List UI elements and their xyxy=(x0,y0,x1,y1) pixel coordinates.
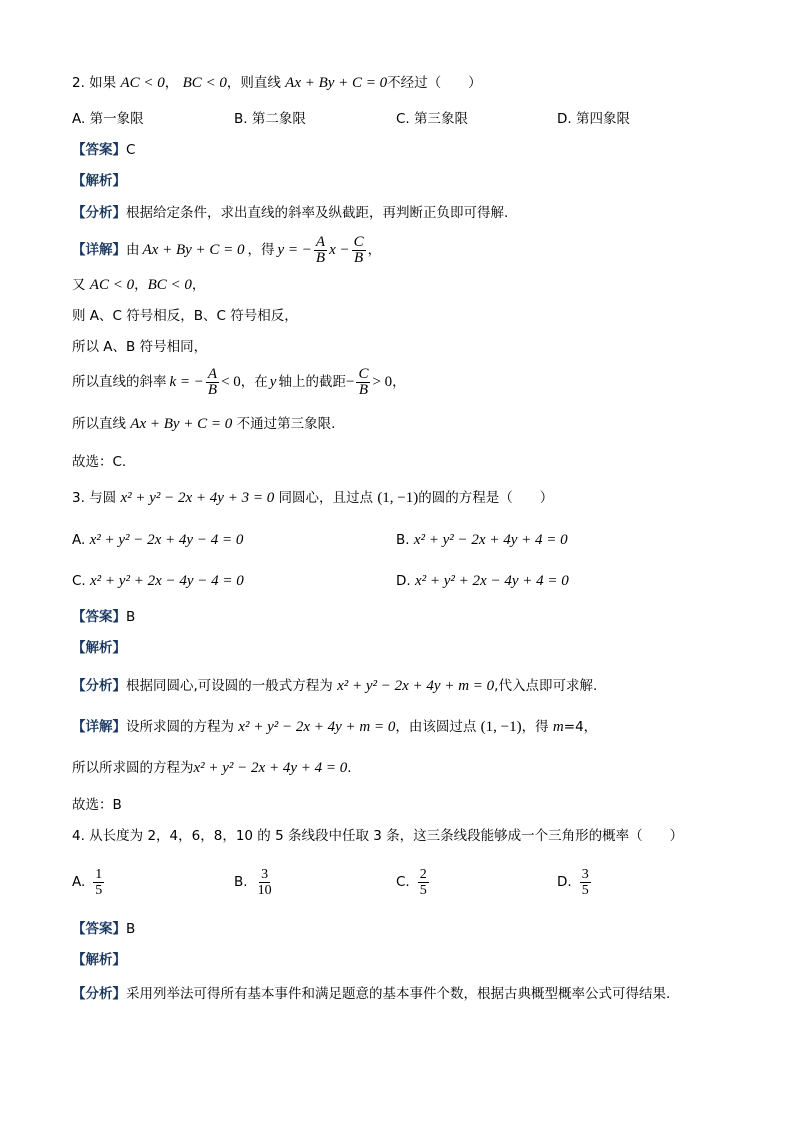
q4-fenxi: 【分析】采用列举法可得所有基本事件和满足题意的基本事件个数，根据古典概型概率公式可得结果. xyxy=(72,986,671,1002)
q3-xiangjie-step2: 所以所求圆的方程为x² + y² − 2x + 4y + 4 = 0. xyxy=(72,760,352,776)
q3-stem: 3. 与圆 x² + y² − 2x + 4y + 3 = 0 同圆心，且过点 (1, −1)的圆的方程是（ ） xyxy=(72,490,554,506)
q3-answer: 【答案】B xyxy=(72,609,136,625)
q4-stem: 4. 从长度为 2，4，6，8，10 的 5 条线段中任取 3 条，这三条线段能够成一个三角形的概率（ ） xyxy=(72,828,684,844)
q2-xiangjie-step3: 则 A、C 符号相反，B、C 符号相反， xyxy=(72,308,298,324)
fraction: $\frac{C}{B}$ xyxy=(353,233,364,266)
q3-analysis-heading: 【解析】 xyxy=(72,640,126,656)
q2-fenxi: 【分析】根据给定条件，求出直线的斜率及纵截距，再判断正负即可得解. xyxy=(72,205,509,221)
q3-fenxi: 【分析】根据同圆心,可设圆的一般式方程为 x² + y² − 2x + 4y + m = 0,代入点即可求解. xyxy=(72,678,598,694)
q2-answer: 【答案】C xyxy=(72,142,136,158)
q2-choose: 故选：C. xyxy=(72,454,127,470)
q2-option-b: B. 第二象限 xyxy=(234,111,306,127)
q3-option-d: D. x² + y² + 2x − 4y + 4 = 0 xyxy=(396,573,569,589)
q2-option-a: A. 第一象限 xyxy=(72,111,144,127)
q4-option-a: A. $\frac{1}{5}$ xyxy=(72,866,103,898)
q2-option-d: D. 第四象限 xyxy=(557,111,630,127)
q3-option-a: A. x² + y² − 2x + 4y − 4 = 0 xyxy=(72,532,244,548)
q4-analysis-heading: 【解析】 xyxy=(72,952,126,968)
q2-stem: 2. 如果 AC < 0， BC < 0，则直线 Ax + By + C = 0不经过（ ） xyxy=(72,75,482,91)
q4-option-b: B. $\frac{3}{10}$ xyxy=(234,866,272,898)
fraction: $\frac{3}{5}$ xyxy=(581,866,589,898)
q3-option-b: B. x² + y² − 2x + 4y + 4 = 0 xyxy=(396,532,568,548)
q2-xiangjie-step1: 【详解】 由 Ax + By + C = 0 ，得 y = − $\frac{A}{B}$ x − $\frac{C}{B}$ ， xyxy=(72,233,382,266)
fraction: $\frac{1}{5}$ xyxy=(95,866,103,898)
q4-option-c: C. $\frac{2}{5}$ xyxy=(396,866,427,898)
fraction: $\frac{3}{10}$ xyxy=(257,866,272,898)
q3-choose: 故选：B xyxy=(72,797,122,813)
q2-option-c: C. 第三象限 xyxy=(396,111,469,127)
fraction: $\frac{2}{5}$ xyxy=(419,866,427,898)
q3-xiangjie-step1: 【详解】设所求圆的方程为 x² + y² − 2x + 4y + m = 0，由该圆过点 (1, −1)，得 m=4， xyxy=(72,719,598,735)
fraction: $\frac{C}{B}$ xyxy=(358,365,369,398)
q4-answer: 【答案】B xyxy=(72,921,136,937)
q2-xiangjie-step6: 所以直线 Ax + By + C = 0 不通过第三象限. xyxy=(72,416,336,432)
fraction: $\frac{A}{B}$ xyxy=(315,233,326,266)
q2-analysis-heading: 【解析】 xyxy=(72,173,126,189)
q2-xiangjie-step2: 又 AC < 0，BC < 0， xyxy=(72,277,206,293)
q4-option-d: D. $\frac{3}{5}$ xyxy=(557,866,589,898)
q2-xiangjie-step5: 所以直线的斜率 k = − $\frac{A}{B}$ < 0 ，在 y 轴上的截距 − $\frac{C}{B}$ > 0 ， xyxy=(72,365,406,398)
fraction: $\frac{A}{B}$ xyxy=(207,365,218,398)
q3-option-c: C. x² + y² + 2x − 4y − 4 = 0 xyxy=(72,573,244,589)
q2-xiangjie-step4: 所以 A、B 符号相同， xyxy=(72,339,208,355)
